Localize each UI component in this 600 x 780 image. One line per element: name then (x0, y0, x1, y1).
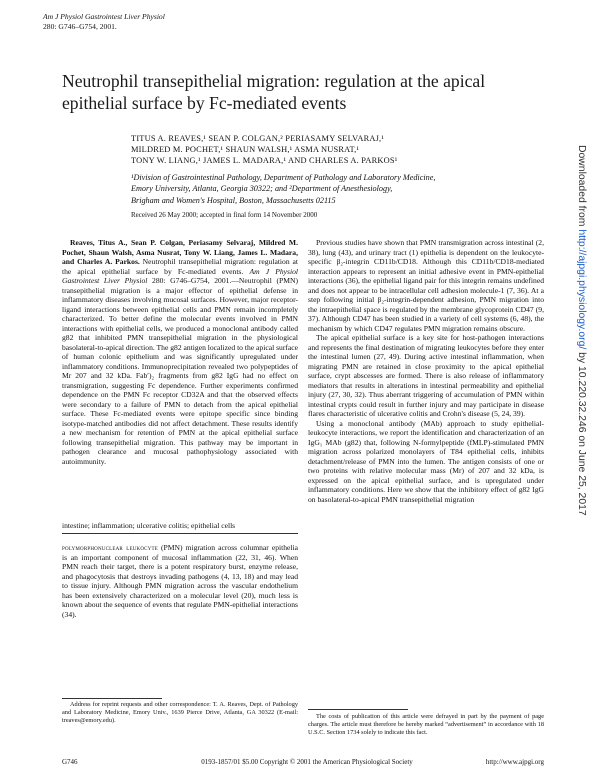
received-date: Received 26 May 2000; accepted in final form 14 November 2000 (131, 211, 318, 219)
paragraph: Using a monoclonal antibody (MAb) approach to study epithelial-leukocyte interactions, we report the identification and characterization of an IgG₁ MAb (g82) that, following N-formylpeptide (fMLP)-stimulated PMN migration across polarized monolayers of T84 epithelial cells, inhibits detachment/release of PMN into the lumen. The antigen consists of one or two proteins with relative molecular mass (Mr) of 207 and 32 kDa, is expressed on the apical epithelial surface, and is upregulated under inflammatory conditions. Here we show that the inhibitory effect of g82 IgG on basolateral-to-apical PMN transepithelial migration (308, 418, 544, 504)
correspondence-footnote: Address for reprint requests and other correspondence: T. A. Reaves, Dept. of Pathology and Laboratory Medicine, Emory Univ., 1639 Pierce Drive, Atlanta, GA 30322 (E-mail: treaves@emory.edu). (62, 701, 298, 724)
keyword-divider (62, 533, 298, 534)
journal-name: Am J Physiol Gastrointest Liver Physiol (43, 12, 165, 21)
abstract-title-text: Neutrophil transepithelial migration: regulation at the apical epithelial surface by Fc-mediated events. (62, 257, 298, 276)
intro-paragraph (62, 543, 298, 619)
abstract (62, 238, 298, 466)
abstract-body: 280: G746–G754, 2001.—Neutrophil (PMN) transepithelial migration is a major effector of epithelial defense in inflammatory diseases involving mucosal surfaces. However, major receptor-ligand interactions between epithelial cells and PMN remain incompletely characterized. To better define the molecular events involved in PMN interactions with epithelial cells, we produced a monoclonal antibody called g82 that inhibited PMN transepithelial migration in the physiological basolateral-to-apical direction. The g82 antigen localized to the apical surface of human colonic epithelium and was significantly upregulated under inflammatory conditions. Immunoprecipitation revealed two polypeptides of Mr 207 and 32 kDa. Fab′)₂ fragments from g82 IgG had no effect on transmigration, suggesting Fc dependence. Further experiments confirmed dependence on the PMN Fc receptor CD32A and that the observed effects were secondary to a failure of PMN to detach from the apical epithelial surface. These Fc-mediated events were epitope specific since binding isotype-matched antibodies did not affect detachment. These results identify a new mechanism for retention of PMN at the apical epithelial surface following transepithelial migration. This pathway may be important in pathogen clearance and mucosal pathophysiology associated with autoimmunity. (62, 276, 299, 466)
publication-cost-footnote: The costs of publication of this article were defrayed in part by the payment of page charges. The article must therefore be hereby marked “advertisement” in accordance with 18 U.S.C. Section 1734 solely to indicate this fact. (308, 713, 544, 736)
download-notice (576, 145, 587, 565)
journal-header (43, 12, 165, 32)
download-suffix: by 10.220.32.246 on June 25, 2017 (576, 349, 587, 516)
right-column (308, 238, 544, 504)
intro-lead: polymorphonuclear leukocyte (62, 543, 158, 552)
author-list (131, 133, 521, 166)
abstract-column (62, 238, 298, 466)
paragraph: The apical epithelial surface is a key site for host-pathogen interactions and represents the final destination of migrating leukocytes before they enter the intestinal lumen (27, 49). During active intestinal inflammation, when migrating PMN are retained in close proximity to the apical epithelial surface, crypt abscesses are formed. There is also release of inflammatory mediators that results in alterations in intestinal permeability and epithelial injury (27, 30, 32). Thus aberrant triggering of accumulation of PMN within intestinal crypts could result in further injury and may participate in disease flares characteristic of ulcerative colitis and Crohn's disease (5, 24, 39). (308, 333, 544, 418)
author-line: TITUS A. REAVES,¹ SEAN P. COLGAN,² PERIASAMY SELVARAJ,¹ (131, 134, 385, 143)
keywords: intestine; inflammation; ulcerative colitis; epithelial cells (62, 521, 236, 530)
journal-url[interactable]: http://www.ajpgi.org (485, 758, 544, 766)
abstract-citation: Am J Physiol Gastrointest Liver Physiol (62, 266, 298, 285)
article-title: Neutrophil transepithelial migration: regulation at the apical epithelial surface by Fc-mediated events (62, 71, 486, 113)
affiliation-line: Emory University, Atlanta, Georgia 30322; and ²Department of Anesthesiology, (131, 184, 393, 194)
author-line: TONY W. LIANG,¹ JAMES L. MADARA,¹ AND CHARLES A. PARKOS¹ (131, 156, 398, 165)
paragraph: Previous studies have shown that PMN transmigration across intestinal (2, 38), lung (43), and urinary tract (1) epithelia is dependent on the leukocyte-specific β₂-integrin CD11b/CD18. Although this CD11b/CD18-mediated interaction appears to represent an initial adhesive event in PMN-epithelial interactions (36), the epithelial ligand pair for this integrin remains undefined and does not appear to be intracellular cell adhesion molecule-1 (7, 36). At a step following initial β₂-integrin-dependent adhesion, PMN migration into the intraepithelial space is regulated by the membrane glycoprotein CD47 (9, 37). Although CD47 has been studied in a variety of cell systems (6, 48), the mechanism by which CD47 regulates PMN migration remains obscure. (308, 238, 544, 333)
download-link[interactable]: http://ajpgi.physiology.org/ (576, 229, 587, 350)
affiliations (131, 172, 521, 206)
author-line: MILDRED M. POCHET,¹ SHAUN WALSH,¹ ASMA NUSRAT,¹ (131, 145, 360, 154)
copyright-line: 0193-1857/01 $5.00 Copyright © 2001 the American Physiological Society (201, 758, 413, 766)
affiliation-line: Brigham and Women's Hospital, Boston, Massachusetts 02115 (131, 195, 336, 205)
abstract-lead: Reaves, Titus A., Sean P. Colgan, Periasamy Selvaraj, Mildred M. Pochet, Shaun Walsh, Asma Nusrat, Tony W. Liang, James L. Madara, and Charles A. Parkos. (62, 238, 298, 266)
journal-volume: 280: G746–G754, 2001. (43, 22, 117, 31)
download-prefix: Downloaded from (576, 145, 587, 230)
page-number: G746 (62, 758, 78, 766)
intro-text: (PMN) migration across columnar epithelia is an important component of mucosal inflammation (22, 31, 46). When PMN reach their target, there is a potent respiratory burst, enzyme release, and phagocytosis that destroys invading pathogens (4, 13, 18) and may lead to tissue injury. Although PMN migration across the vascular endothelium has been extensively characterized on a molecular level (20), much less is known about the sequence of events that regulate PMN-epithelial interactions (34). (62, 543, 298, 619)
affiliation-line: ¹Division of Gastrointestinal Pathology, Department of Pathology and Laboratory Medicine, (131, 173, 436, 182)
footnote-divider (308, 709, 408, 710)
footnote-divider (62, 698, 162, 699)
